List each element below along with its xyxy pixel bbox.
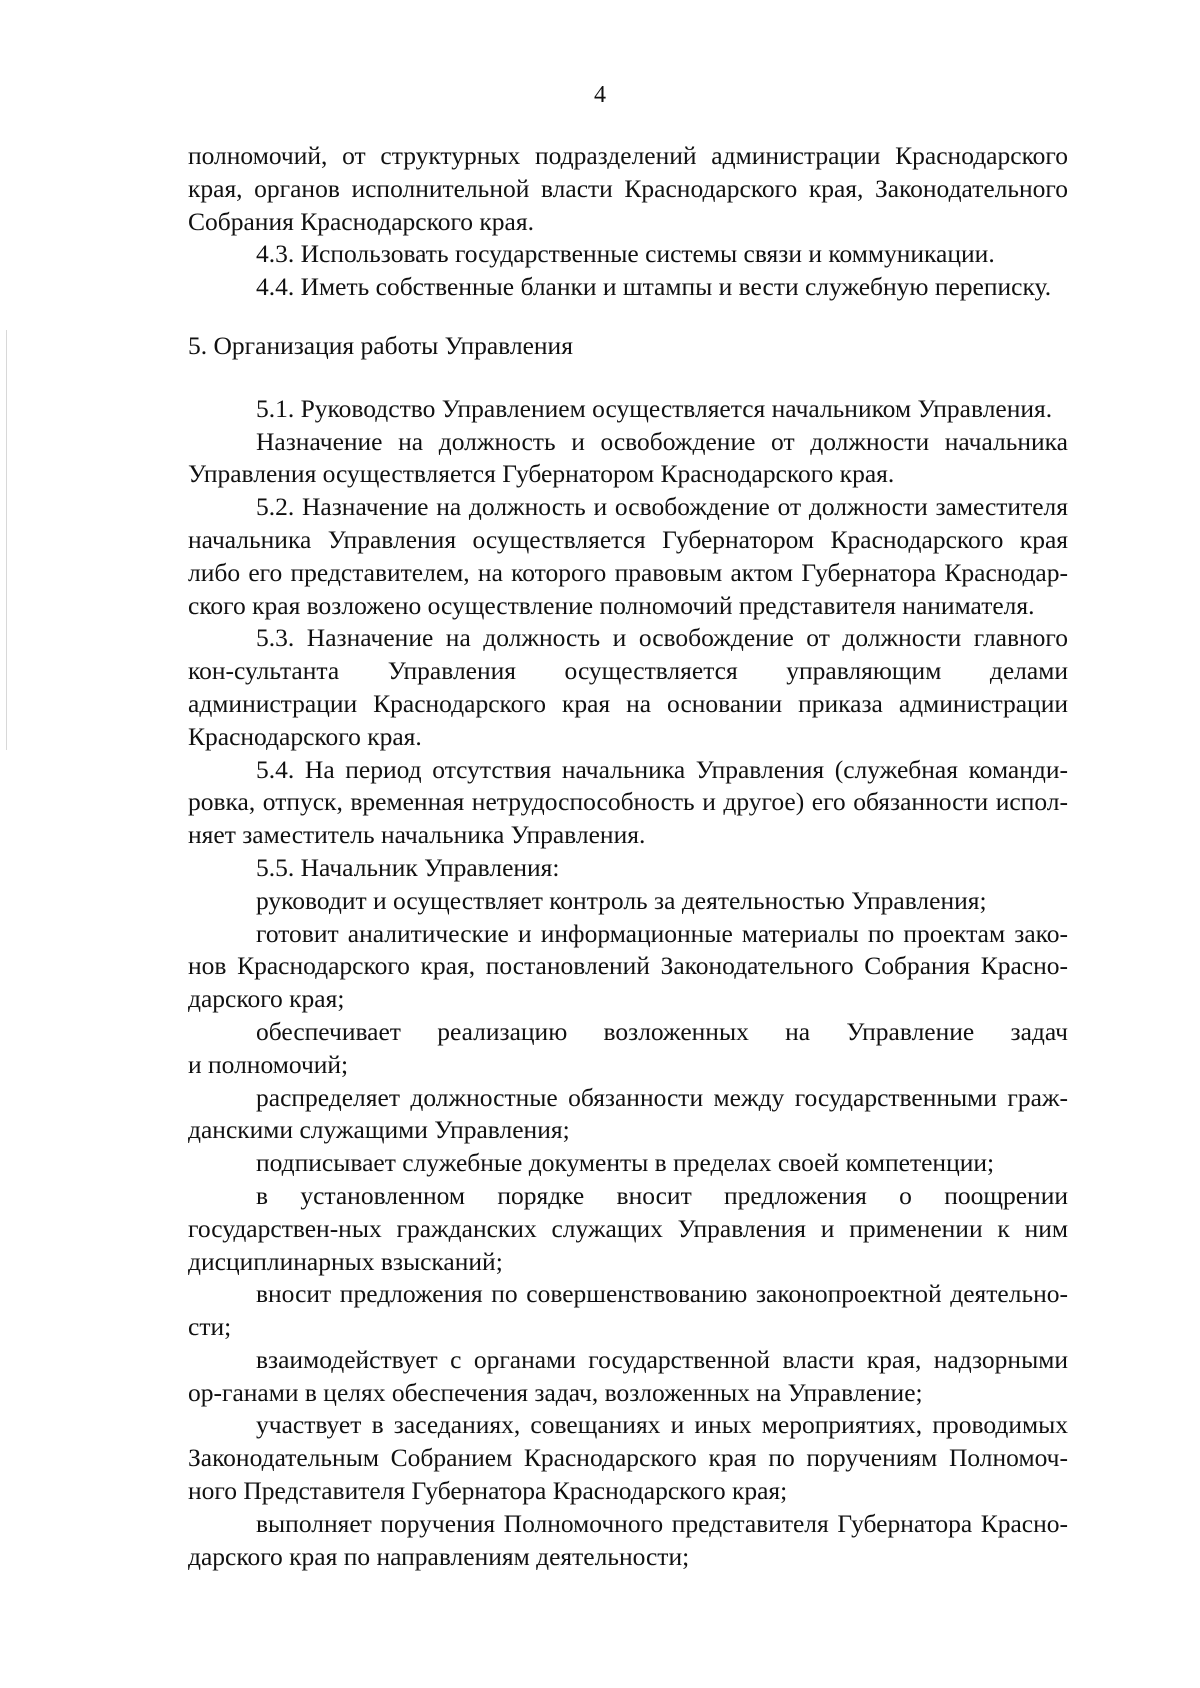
duty-item: в установленном порядке вносит предложения о поощрении государствен-ных гражданских служащих Управления и применении к ним дисциплинарных взысканий; [188, 1180, 1068, 1276]
duty-item-continuation: и полномочий; [188, 1049, 349, 1079]
duty-item: вносит предложения по совершенствованию законопроектной деятельно-сти; [188, 1279, 1068, 1342]
section-heading-5: 5. Организация работы Управления [188, 330, 573, 360]
paragraph-5-1-appointment: Назначение на должность и освобождение от должности начальника Управления осуществляется Губернатором Краснодарского края. [188, 426, 1068, 489]
page-number: 4 [594, 82, 606, 108]
duty-item: руководит и осуществляет контроль за деятельностью Управления; [256, 885, 987, 915]
paragraph-4-3: 4.3. Использовать государственные системы связи и коммуникации. [256, 239, 995, 269]
paragraph-5-1: 5.1. Руководство Управлением осуществляется начальником Управления. [256, 393, 1053, 423]
duty-item: распределяет должностные обязанности между государственными граж-данскими служащими Управления; [188, 1082, 1068, 1145]
duty-item: участвует в заседаниях, совещаниях и иных мероприятиях, проводимых Законодательным Собранием Краснодарского края по поручениям Полномоч-ного Представителя Губернатора Краснодарского края; [188, 1410, 1068, 1506]
paragraph-5-2: 5.2. Назначение на должность и освобождение от должности заместителя начальника Управления осуществляется Губернатором Краснодарского края либо его представителем, на которого правовым актом Губернатора Краснодар-ского края возложено осуществление полномочий представителя нанимателя. [188, 492, 1068, 620]
scan-edge-mark [6, 330, 7, 750]
duty-item: подписывает служебные документы в пределах своей компетенции; [256, 1148, 995, 1178]
duty-item: взаимодействует с органами государственной власти края, надзорными ор-ганами в целях обеспечения задач, возложенных на Управление; [188, 1344, 1068, 1407]
duty-item: обеспечивает реализацию возложенных на Управление задач [256, 1016, 1068, 1046]
duty-item: готовит аналитические и информационные материалы по проектам зако-нов Краснодарского края, постановлений Законодательного Собрания Красно-дарского края; [188, 918, 1068, 1014]
duty-item: выполняет поручения Полномочного представителя Губернатора Красно-дарского края по направлениям деятельности; [188, 1508, 1068, 1571]
paragraph-5-4: 5.4. На период отсутствия начальника Управления (служебная команди-ровка, отпуск, временная нетрудоспособность и другое) его обязанности испол-няет заместитель начальника Управления. [188, 754, 1068, 850]
document-body [188, 140, 1068, 1573]
paragraph-5-3: 5.3. Назначение на должность и освобождение от должности главного кон-сультанта Управления осуществляется управляющим делами администрации Краснодарского края на основании приказа администрации Краснодарского края. [188, 623, 1068, 751]
paragraph-5-5: 5.5. Начальник Управления: [256, 852, 560, 882]
paragraph-continuation: полномочий, от структурных подразделений администрации Краснодарского края, органов исполнительной власти Краснодарского края, Законодательного Собрания Краснодарского края. [188, 141, 1068, 236]
paragraph-4-4: 4.4. Иметь собственные бланки и штампы и вести служебную переписку. [256, 272, 1052, 302]
